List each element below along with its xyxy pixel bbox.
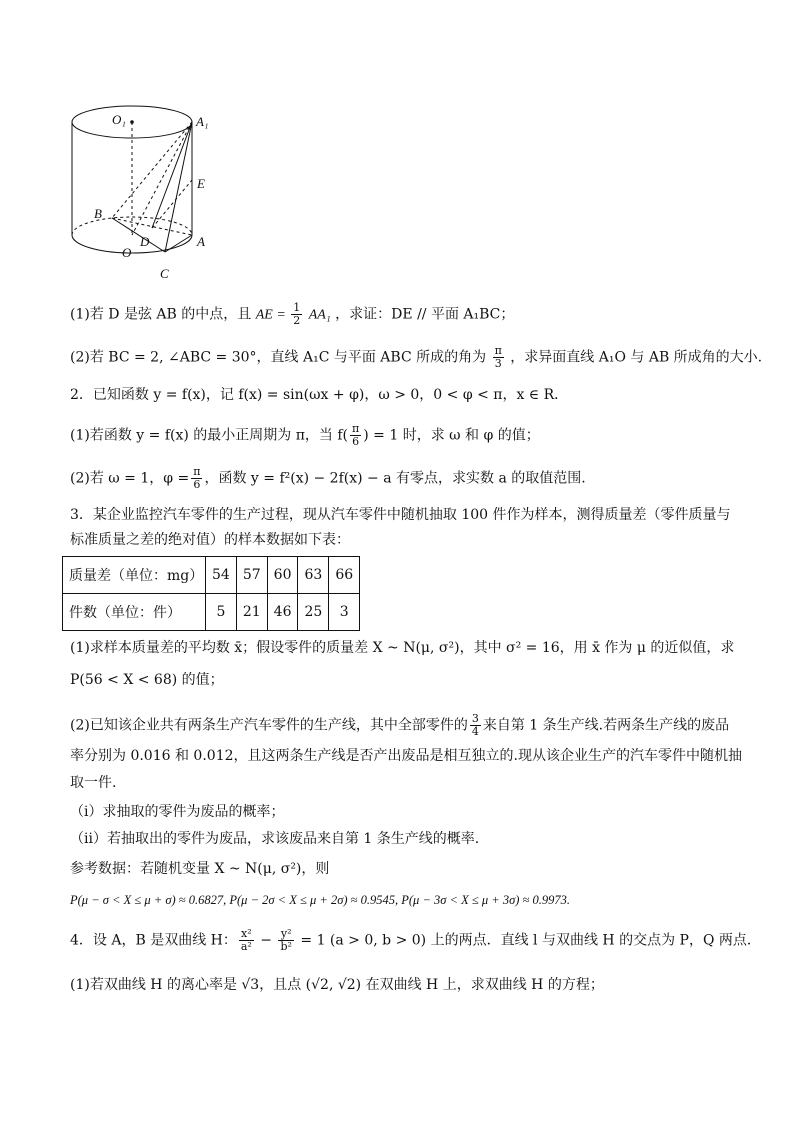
q1-p1-text: (1)若 D 是弦 AB 的中点，且	[70, 306, 252, 323]
seg-c-a	[165, 235, 192, 252]
seg-a1-d	[152, 122, 192, 228]
table-row	[63, 557, 360, 594]
q2-p1-a: (1)若函数 y = f(x) 的最小正周期为 π，当 f(	[70, 427, 349, 444]
frac-num: π	[494, 344, 502, 357]
q1-p1-vec: AE =	[255, 307, 290, 323]
frac-den: 2	[293, 314, 301, 327]
frac-den: b²	[280, 940, 292, 953]
table-cell: 25	[298, 594, 329, 631]
label-b: B	[94, 206, 102, 221]
q2-p2-frac	[191, 466, 202, 491]
table-cell: 3	[329, 594, 360, 631]
q4-stem-b: = 1 (a > 0, b > 0) 上的两点．直线 l 与双曲线 H 的交点为 P，Q 两点．	[295, 932, 761, 949]
table-row-label: 件数（单位：件）	[63, 594, 206, 631]
table-cell: 46	[267, 594, 298, 631]
q4-stem	[70, 928, 761, 953]
seg-a1-b	[112, 122, 192, 218]
q1-p1-vec2: AA₁	[308, 307, 331, 323]
table-cell: 21	[236, 594, 267, 631]
q2-p2-a: (2)若 ω = 1，φ =	[70, 470, 190, 487]
q3-stem1: 3．某企业监控汽车零件的生产过程，现从汽车零件中随机抽取 100 件作为样本，测得质量差（零件质量与	[70, 507, 731, 523]
label-c: C	[160, 266, 169, 281]
table-cell: 60	[267, 557, 298, 594]
q3-stem-line2	[70, 530, 350, 550]
q2-p1-b: ) = 1 时，求 ω 和 φ 的值；	[363, 427, 540, 444]
frac-den: 3	[494, 357, 502, 370]
frac-den: 6	[193, 478, 201, 491]
q1-p1-frac	[291, 302, 302, 327]
table-row-label: 质量差（单位：mg）	[63, 557, 206, 594]
q3-part1-line1	[70, 638, 734, 658]
label-a1: A₁	[196, 114, 209, 129]
label-o: O	[122, 245, 132, 260]
q1-p1-tail: ，求证：DE // 平面 A₁BC；	[335, 306, 515, 323]
q3-part2-line3	[70, 773, 116, 793]
q3-reference-intro	[70, 859, 329, 879]
label-o1: O₁	[112, 112, 126, 127]
table-cell: 66	[329, 557, 360, 594]
seg-a1-o	[132, 122, 192, 235]
q3-p2-l1-b: 来自第 1 条生产线.若两条生产线的废品	[482, 717, 730, 734]
q3-part2-line1	[70, 713, 729, 738]
q3-p2-frac	[470, 713, 481, 738]
seg-d-e	[152, 180, 192, 228]
label-d: D	[140, 234, 150, 249]
q1-p2-tail: ，求异面直线 A₁O 与 AB 所成角的大小.	[510, 349, 763, 366]
table-row	[63, 594, 360, 631]
label-a: A	[197, 234, 205, 249]
q2-p2-b: ，函数 y = f²(x) − 2f(x) − a 有零点，求实数 a 的取值范围.	[204, 470, 586, 487]
q3-stem-line1	[70, 505, 731, 525]
q4-p1-text: (1)若双曲线 H 的离心率是 √3，且点 (√2, √2) 在双曲线 H 上，求双曲线 H 的方程；	[70, 977, 604, 993]
frac-den: a²	[240, 940, 252, 953]
q3-p2-l3: 取一件.	[70, 775, 117, 791]
frac-num: x²	[239, 928, 254, 941]
table-cell: 5	[206, 594, 237, 631]
q1-p2-text: (2)若 BC = 2, ∠ABC = 30°，直线 A₁C 与平面 ABC 所成的角为	[70, 349, 487, 366]
q3-stem2: 标准质量之差的绝对值）的样本数据如下表：	[70, 532, 350, 548]
q3-ref2: P(μ − σ < X ≤ μ + σ) ≈ 0.6827, P(μ − 2σ < X ≤ μ + 2σ) ≈ 0.9545, P(μ − 3σ < X ≤ μ + 3σ) ≈ 0.9973.	[70, 893, 570, 907]
frac-num: 3	[471, 712, 479, 725]
q3-part1-line2	[70, 670, 224, 690]
cylinder-figure	[60, 100, 240, 290]
q3-reference-formula	[70, 890, 570, 910]
table-cell: 57	[236, 557, 267, 594]
bottom-ellipse-front	[72, 235, 192, 253]
table-cell: 63	[298, 557, 329, 594]
frac-num: 1	[293, 301, 301, 314]
point-o1	[130, 120, 134, 124]
q2-p1-frac	[350, 423, 361, 448]
q3-part2-line2	[70, 746, 742, 766]
q2-part1	[70, 423, 540, 448]
q4-part1	[70, 975, 604, 995]
seg-b-a	[112, 218, 192, 235]
q2-stem-text: 2．已知函数 y = f(x)，记 f(x) = sin(ωx + φ)，ω > 0，0 < φ < π，x ∈ R．	[70, 387, 569, 403]
q3-sub1	[70, 802, 284, 822]
table-cell: 54	[206, 557, 237, 594]
q2-part2	[70, 466, 586, 491]
q3-sub2-text: （ii）若抽取出的零件为废品，求该废品来自第 1 条生产线的概率.	[70, 831, 480, 847]
q3-p2-l2: 率分别为 0.016 和 0.012，且这两条生产线是否产出废品是相互独立的.现从该企业生产的汽车零件中随机抽	[70, 748, 742, 764]
q3-sub2	[70, 829, 479, 849]
frac-num: π	[193, 465, 201, 478]
q1-p2-frac	[493, 345, 504, 370]
frac-den: 4	[471, 725, 479, 738]
frac-den: 6	[352, 435, 360, 448]
q4-stem-a: 4．设 A，B 是双曲线 H：	[70, 932, 237, 949]
q4-minus: −	[255, 932, 277, 949]
frac-num: π	[352, 422, 360, 435]
q2-stem	[70, 385, 568, 405]
q1-part2	[70, 345, 762, 370]
frac-num: y²	[278, 928, 293, 941]
q3-p1-l1: (1)求样本质量差的平均数 x̄；假设零件的质量差 X ~ N(μ, σ²)，其中 σ² = 16，用 x̄ 作为 μ 的近似值，求	[70, 640, 735, 656]
q1-part1	[70, 302, 514, 327]
q4-frac-x	[239, 928, 254, 953]
q3-sub1-text: （i）求抽取的零件为废品的概率；	[70, 804, 285, 820]
q3-p1-l2: P(56 < X < 68) 的值；	[70, 672, 224, 688]
sample-table	[62, 556, 360, 631]
q3-p2-l1-a: (2)已知该企业共有两条生产汽车零件的生产线，其中全部零件的	[70, 717, 468, 734]
q4-frac-y	[278, 928, 293, 953]
label-e: E	[197, 176, 205, 191]
q3-ref1: 参考数据：若随机变量 X ~ N(μ, σ²)，则	[70, 861, 330, 877]
